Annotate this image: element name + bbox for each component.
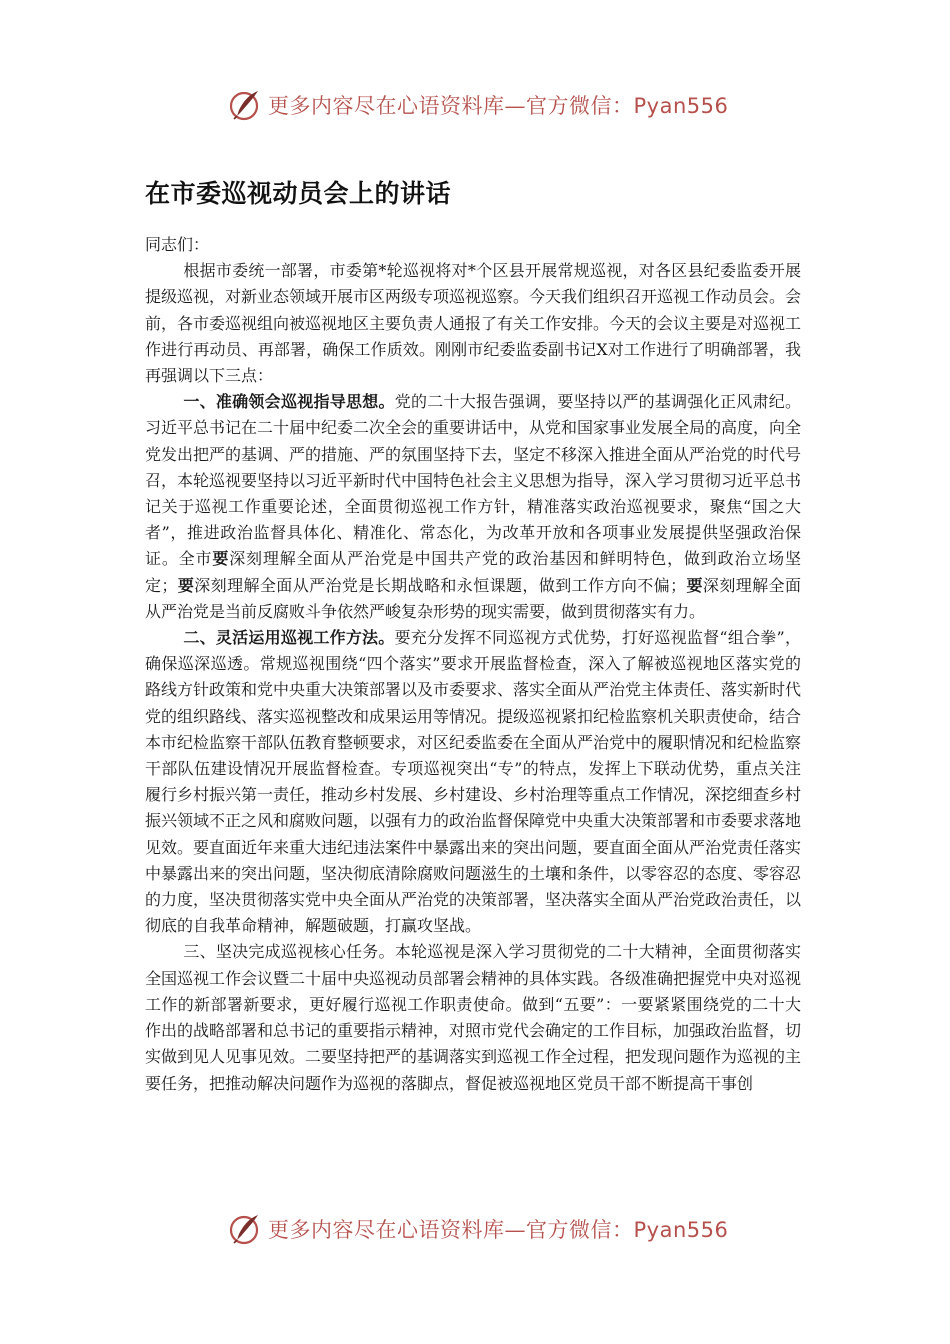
watermark-text: 更多内容尽在心语资料库—官方微信：Pyan556: [268, 1218, 729, 1242]
section-2-heading: 二、灵活运用巡视工作方法。: [183, 628, 395, 648]
footer-watermark-banner: [228, 1210, 748, 1248]
page-title: 在市委巡视动员会上的讲话: [145, 179, 452, 208]
watermark-text: 更多内容尽在心语资料库—官方微信：Pyan556: [268, 94, 729, 118]
intro-paragraph: 根据市委统一部署，市委第*轮巡视将对*个区县开展常规巡视，对各区县纪委监委开展提级巡视，对新业态领域开展市区两级专项巡视巡察。今天我们组织召开巡视工作动员会。会前，各市委巡视组向被巡视地区主要负责人通报了有关工作安排。今天的会议主要是对巡视工作进行再动员、再部署，确保工作质效。刚刚市纪委监委副书记X对工作进行了明确部署，我再强调以下三点：: [145, 261, 802, 386]
wechat-id: Pyan556: [633, 94, 729, 118]
quill-logo-icon: [228, 1212, 262, 1246]
section-1-heading: 一、准确领会巡视指导思想。: [183, 392, 395, 412]
section-2-paragraph: 二、灵活运用巡视工作方法。要充分发挥不同巡视方式优势，打好巡视监督“组合拳”，确保巡深巡透。常规巡视围绕“四个落实”要求开展监督检查，深入了解被巡视地区落实党的路线方针政策和党中央重大决策部署以及市委要求、落实全面从严治党主体责任、落实新时代党的组织路线、落实巡视整改和成果运用等情况。提级巡视紧扣纪检监察机关职责使命，结合本市纪检监察干部队伍教育整顿要求，对区纪委监委在全面从严治党中的履职情况和纪检监察干部队伍建设情况开展监督检查。专项巡视突出“专”的特点，发挥上下联动优势，重点关注履行乡村振兴第一责任，推动乡村发展、乡村建设、乡村治理等重点工作情况，深挖细查乡村振兴领域不正之风和腐败问题，以强有力的政治监督保障党中央重大决策部署和市委要求落地见效。要直面近年来重大违纪违法案件中暴露出来的突出问题，要直面全面从严治党责任落实中暴露出来的突出问题，坚决彻底清除腐败问题滋生的土壤和条件，以零容忍的态度、零容忍的力度，坚决贯彻落实党中央全面从严治党的决策部署，坚决落实全面从严治党政治责任，以彻底的自我革命精神，解题破题，打赢攻坚战。: [145, 628, 802, 936]
document-body: [145, 232, 801, 1097]
header-watermark-banner: [228, 86, 748, 124]
quill-logo-icon: [228, 88, 262, 122]
salutation: 同志们：: [145, 235, 210, 254]
wechat-id: Pyan556: [633, 1218, 729, 1242]
section-3-paragraph: 三、坚决完成巡视核心任务。本轮巡视是深入学习贯彻党的二十大精神，全面贯彻落实全国巡视工作会议暨二十届中央巡视动员部署会精神的具体实践。各级准确把握党中央对巡视工作的新部署新要求，更好履行巡视工作职责使命。做到“五要”：一要紧紧围绕党的二十大作出的战略部署和总书记的重要指示精神，对照市党代会确定的工作目标，加强政治监督，切实做到见人见事见效。二要坚持把严的基调落实到巡视工作全过程，把发现问题作为巡视的主要任务，把推动解决问题作为巡视的落脚点，督促被巡视地区党员干部不断提高干事创: [145, 942, 802, 1093]
section-1-paragraph: 一、准确领会巡视指导思想。党的二十大报告强调，要坚持以严的基调强化正风肃纪。习近平总书记在二十届中纪委二次全会的重要讲话中，从党和国家事业发展全局的高度，向全党发出把严的基调、严的措施、严的氛围坚持下去，坚定不移深入推进全面从严治党的时代号召，本轮巡视要坚持以习近平新时代中国特色社会主义思想为指导，深入学习贯彻习近平总书记关于巡视工作重要论述，全面贯彻巡视工作方针，精准落实政治巡视要求，聚焦“国之大者”，推进政治监督具体化、精准化、常态化，为改革开放和各项事业发展提供坚强政治保证。全市要深刻理解全面从严治党是中国共产党的政治基因和鲜明特色，做到政治立场坚定；要深刻理解全面从严治党是长期战略和永恒课题，做到工作方向不偏；要深刻理解全面从严治党是当前反腐败斗争依然严峻复杂形势的现实需要，做到贯彻落实有力。: [145, 392, 802, 621]
